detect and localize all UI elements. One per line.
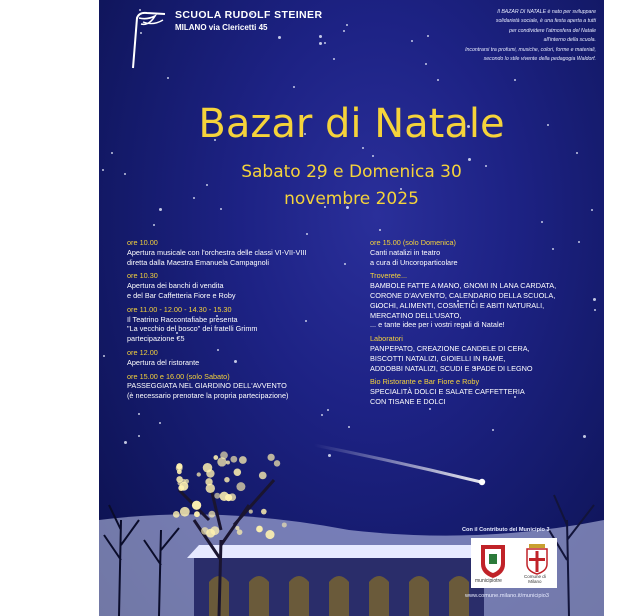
tree-light	[224, 477, 229, 482]
tree-light	[226, 460, 230, 464]
program-time: ore 10.30	[127, 271, 158, 281]
tree-light	[261, 509, 267, 515]
intro-line: per condividere l'atmosfera del Natale	[509, 27, 596, 34]
tree-light	[192, 501, 201, 510]
program-line: CORONE D'AVVENTO, CALENDARIO DELLA SCUOLA,	[370, 290, 556, 300]
program-time: ore 10.00	[127, 238, 158, 247]
school-address: MILANO via Clericetti 45	[175, 23, 268, 32]
program-block	[127, 372, 367, 401]
program-block	[127, 238, 367, 267]
event-month-year: novembre 2025	[284, 189, 419, 209]
program-line: Il Teatrino Raccontafiabe presenta	[127, 314, 238, 324]
program-line: a cura di Uncoroparticolare	[370, 257, 458, 267]
tree-light	[234, 468, 242, 476]
program-block	[370, 271, 598, 330]
tree-light	[256, 526, 263, 533]
program-heading: Troverete...	[370, 271, 408, 281]
comet-head	[479, 479, 485, 485]
tree-light	[274, 460, 280, 466]
program-heading: Bio Ristorante e Bar Fiore e Roby	[370, 377, 480, 387]
snowy-roof	[187, 545, 489, 558]
program-line: MERCATINO DELL'USATO,	[370, 310, 462, 320]
contributor-text: Con il Contributo del Municipio 3	[462, 527, 550, 533]
program-time: ore 15.00 (solo Domenica)	[370, 238, 456, 247]
program-line: Canti natalizi in teatro	[370, 247, 441, 257]
program-line: partecipazione €5	[127, 334, 185, 344]
website-link[interactable]: www.comune.milano.it/municipio3	[465, 593, 549, 599]
program-time: ore 11.00 - 12.00 - 14.30 - 15.30	[127, 304, 232, 314]
intro-text	[406, 8, 596, 64]
program-block	[370, 238, 598, 267]
tree-light	[220, 451, 228, 459]
poster	[99, 0, 604, 616]
program-block	[370, 377, 598, 406]
event-dates: Sabato 29 e Domenica 30	[241, 162, 462, 182]
program-time: ore 15.00 e 16.00 (solo Sabato)	[127, 371, 230, 381]
municipio-label: municipiotre	[475, 578, 502, 584]
program-line: Apertura dei banchi di vendita	[127, 281, 224, 291]
program-time: ore 12.00	[127, 347, 158, 357]
tree-light	[194, 511, 200, 517]
tree-light	[197, 472, 201, 476]
tree-light	[265, 530, 274, 539]
program-line: CON TISANE E DOLCI	[370, 396, 446, 406]
intro-line: all'interno della scuola.	[543, 37, 596, 44]
intro-line: solidarietà sociale, è una festa aperta a tutti	[495, 18, 596, 25]
comune-label-line: Milano	[528, 579, 542, 584]
program-line: (è necessario prenotare la propria partecipazione)	[127, 391, 289, 401]
program-block	[370, 334, 598, 373]
program-line: PASSEGGIATA NEL GIARDINO DELL'AVVENTO	[127, 381, 287, 391]
tree-light	[178, 485, 184, 491]
left-program-column	[127, 238, 367, 405]
comune-label-line: Comune di	[524, 574, 546, 579]
program-line: Apertura musicale con l'orchestra delle classi VI-VII-VIII	[127, 247, 307, 257]
program-line: Apertura del ristorante	[127, 357, 200, 367]
tree-light	[176, 463, 182, 469]
tree-light	[268, 454, 275, 461]
tree-light	[180, 507, 190, 517]
tree-light	[205, 478, 212, 485]
intro-line: Incontrarsi tra profumi, musiche, colori, forme e materiali,	[465, 46, 596, 53]
intro-line: secondo lo stile vivente della pedagogia Waldorf.	[483, 56, 596, 63]
tree-light	[230, 456, 237, 463]
tree-light	[235, 526, 239, 530]
tree-light	[203, 463, 213, 473]
tree-light	[249, 510, 253, 514]
tree-light	[177, 481, 181, 485]
program-line: ADDOBBI NATALIZI, SCUDI E SPADE DI LEGNO	[370, 363, 533, 373]
program-line: e del Bar Caffetteria Fiore e Roby	[127, 290, 236, 300]
event-title: Bazar di Natale	[198, 101, 505, 147]
program-line: PANPEPATO, CREAZIONE CANDELE DI CERA,	[370, 343, 530, 353]
tree-light	[282, 522, 287, 527]
tree-light	[184, 479, 189, 484]
program-line: GIOCHI, ALIMENTI, COSMETICI E ABITI NATURALI,	[370, 300, 545, 310]
right-program-column	[370, 238, 598, 411]
program-heading: Laboratori	[370, 334, 403, 344]
tree-light	[239, 456, 247, 464]
tree-light	[201, 527, 209, 535]
tree-light	[236, 482, 245, 491]
program-block	[127, 271, 367, 300]
school-name: SCUOLA RUDOLF STEINER	[175, 9, 323, 21]
program-line: SPECIALITÀ DOLCI E SALATE CAFFETTERIA	[370, 387, 525, 397]
tree-light	[237, 529, 243, 535]
program-line: BAMBOLE FATTE A MANO, GNOMI IN LANA CARDATA,	[370, 281, 557, 291]
program-line: diretta dalla Maestra Emanuela Campagnoli	[127, 257, 269, 267]
program-line: BISCOTTI NATALIZI, GIOIELLI IN RAME,	[370, 353, 506, 363]
sponsor-emblems	[471, 538, 557, 588]
tree-light	[177, 469, 182, 474]
tree-light	[213, 455, 218, 460]
program-block	[127, 348, 367, 368]
program-line: ... e tante idee per i vostri regali di Natale!	[370, 320, 505, 330]
comune-label	[524, 574, 546, 584]
tree-light	[208, 511, 215, 518]
tree-light	[214, 493, 220, 499]
tree-light	[173, 511, 180, 518]
school-logo-icon	[127, 8, 167, 70]
tree-light	[259, 472, 267, 480]
intro-line: Il BAZAR DI NATALE è nato per sviluppare	[497, 9, 596, 15]
comet-streak	[314, 445, 481, 482]
program-line: "La vecchio del bosco" dei fratelli Grimm	[127, 324, 258, 334]
tree-light	[220, 492, 229, 501]
program-block	[127, 305, 367, 344]
